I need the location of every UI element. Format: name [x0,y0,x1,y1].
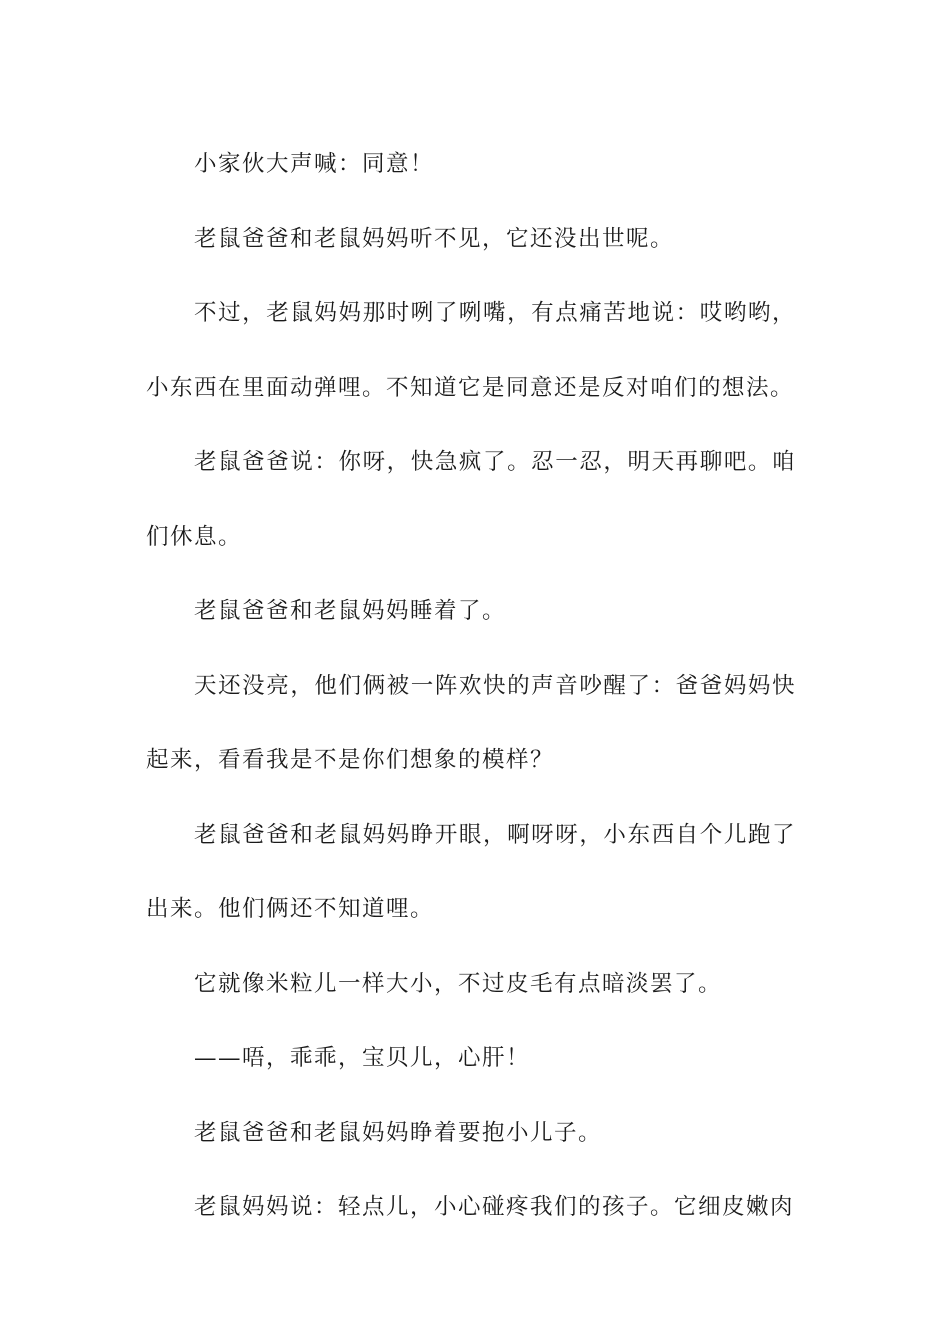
paragraph: 老鼠爸爸和老鼠妈妈睁开眼，啊呀呀，小东西自个儿跑了出来。他们俩还不知道哩。 [146,821,796,922]
paragraph: 老鼠妈妈说：轻点儿，小心碰疼我们的孩子。它细皮嫩肉 [194,1194,795,1220]
paragraph: ——唔，乖乖，宝贝儿，心肝！ [194,1045,531,1071]
paragraph: 不过，老鼠妈妈那时咧了咧嘴，有点痛苦地说：哎哟哟，小东西在里面动弹哩。不知道它是同意还是反对咱们的想法。 [146,300,796,401]
paragraph: 小家伙大声喊：同意！ [194,151,435,177]
paragraph: 老鼠爸爸说：你呀，快急疯了。忍一忍，明天再聊吧。咱们休息。 [146,449,796,550]
paragraph: 它就像米粒儿一样大小，不过皮毛有点暗淡罢了。 [194,970,723,997]
body-text [146,127,796,1245]
paragraph: 老鼠爸爸和老鼠妈妈睁着要抱小儿子。 [194,1119,603,1146]
paragraph: 天还没亮，他们俩被一阵欢快的声音吵醒了：爸爸妈妈快起来，看看我是不是你们想象的模样？ [146,672,796,773]
paragraph: 老鼠爸爸和老鼠妈妈睡着了。 [194,598,507,624]
paragraph: 老鼠爸爸和老鼠妈妈听不见，它还没出世呢。 [194,225,675,252]
